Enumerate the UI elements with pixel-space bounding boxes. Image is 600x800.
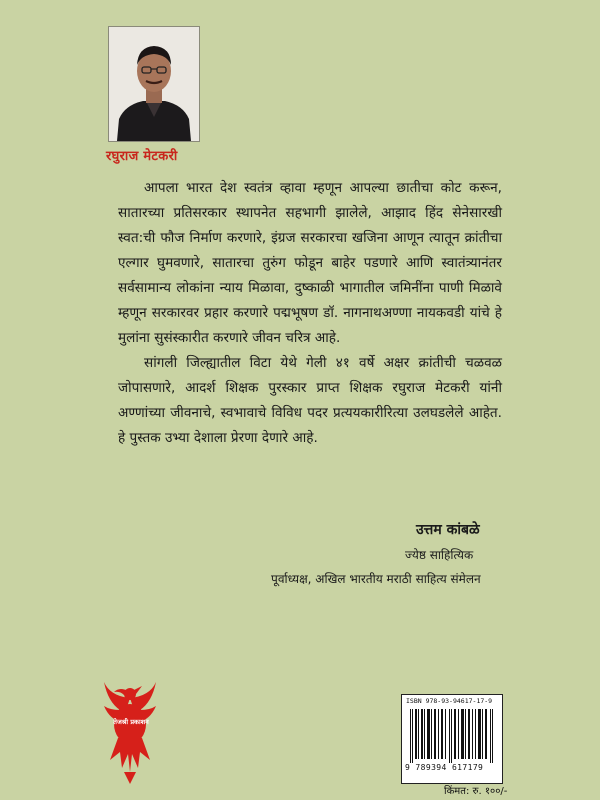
price-label: किंमत: रु. १००/- <box>444 786 508 797</box>
publisher-name: तेजश्री प्रकाशन <box>113 718 149 726</box>
author-photo <box>108 26 200 142</box>
isbn-barcode-box <box>401 694 503 784</box>
barcode-icon <box>408 709 496 763</box>
endorser-position: पूर्वाध्यक्ष, अखिल भारतीय मराठी साहित्य संमेलन <box>271 572 481 586</box>
endorser-name: उत्तम कांबळे <box>416 522 480 538</box>
endorser-role: ज्येष्ठ साहित्यिक <box>405 548 474 562</box>
author-portrait-image <box>109 27 199 141</box>
author-name: रघुराज मेटकरी <box>106 149 178 164</box>
blurb-paragraph: आपला भारत देश स्वतंत्र व्हावा म्हणून आपल्या छातीचा कोट करून, सातारच्या प्रतिसरकार स्थापनेत सहभागी झालेले, आझाद हिंद सेनेसारखी स्वत:ची फौज निर्माण करणारे, इंग्रज सरकारचा खजिना आणून त्यातून क्रांतीचा एल्गार घुमवणारे, सातारचा तुरुंग फोडून बाहेर पडणारे आणि स्वातंत्र्यानंतर सर्वसामान्य लोकांना न्याय मिळावा, दुष्काळी भागातील जमिनींना पाणी मिळावे म्हणून सरकारवर प्रहार करणारे पद्मभूषण डॉ. नागनाथअण्णा नायकवडी यांचे हे मुलांना सुसंस्कारीत करणारे जीवन चरित्र आहे. <box>118 180 502 346</box>
book-blurb <box>118 176 502 451</box>
publisher-bird-logo-icon <box>100 676 160 786</box>
blurb-paragraph: सांगली जिल्ह्यातील विटा येथे गेली ४१ वर्षे अक्षर क्रांतीची चळवळ जोपासणारे, आदर्श शिक्षक पुरस्कार प्राप्त शिक्षक रघुराज मेटकरी यांनी अण्णांच्या जीवनाचे, स्वभावाचे विविध पदर प्रत्ययकारीरित्या उलघडलेले आहेत. हे पुस्तक उभ्या देशाला प्रेरणा देणारे आहे. <box>118 355 502 446</box>
isbn-digits: 9 789394 617179 <box>405 763 484 772</box>
isbn-label: ISBN 978-93-94617-17-9 <box>406 697 493 705</box>
